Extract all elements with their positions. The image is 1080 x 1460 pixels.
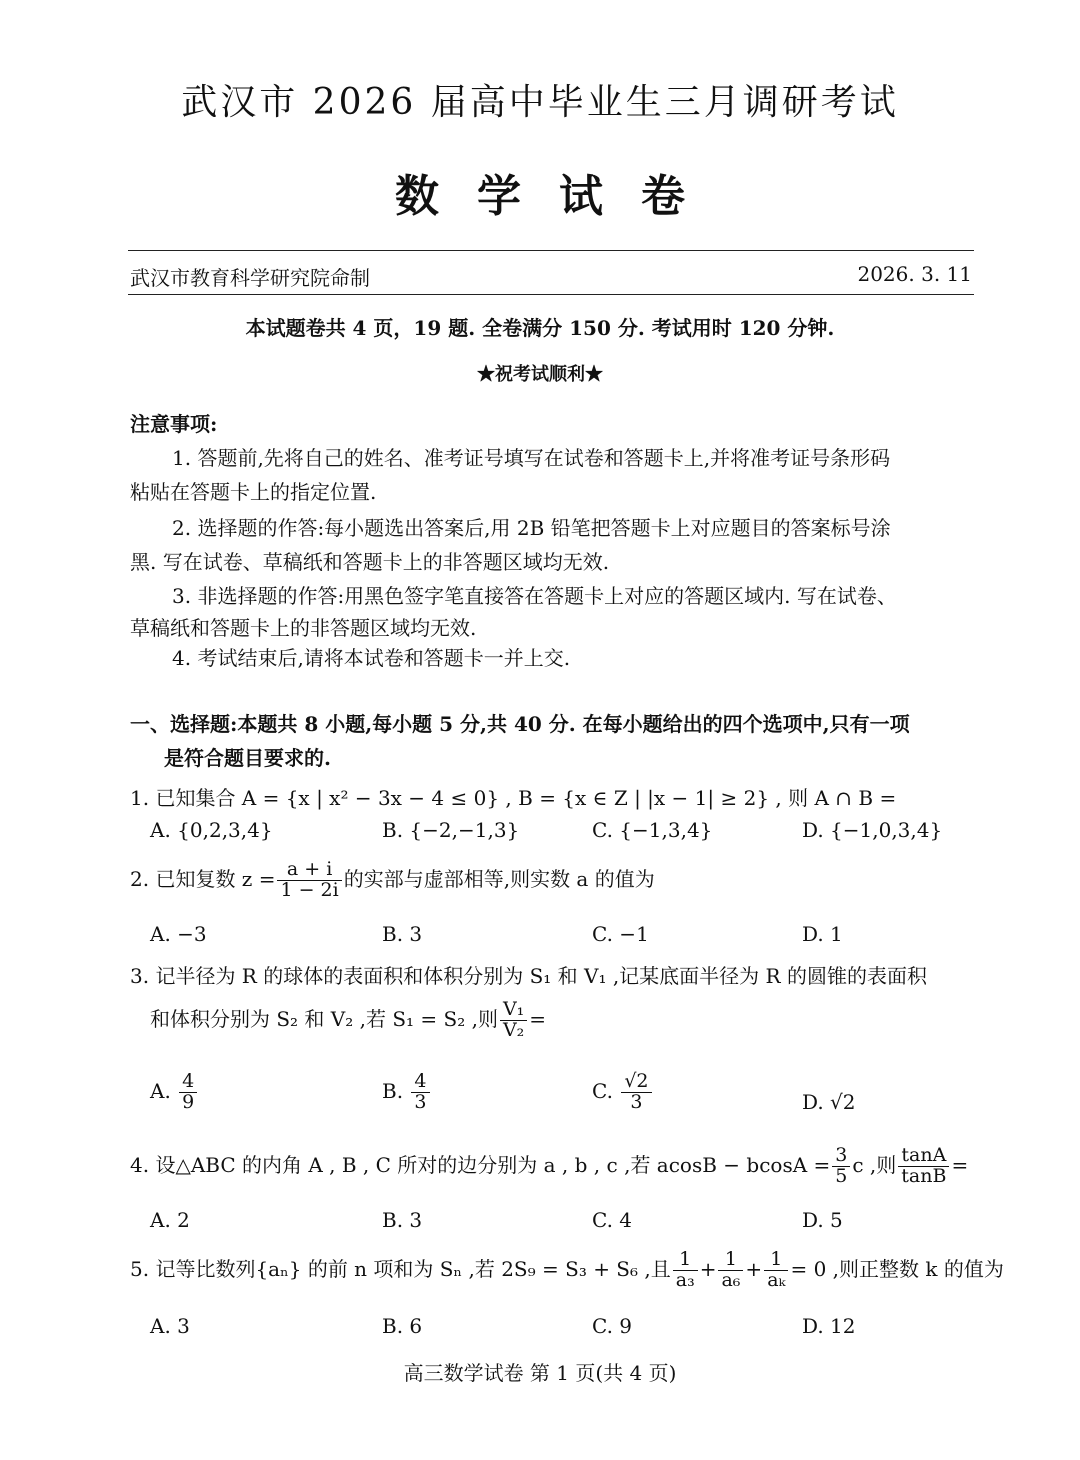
notes-heading: 注意事项: <box>130 412 218 436</box>
q3-stem-post: = <box>529 1006 547 1031</box>
q2-frac-num: a + i <box>277 860 341 881</box>
q5-option-c: C. 9 <box>592 1314 633 1338</box>
q1-option-b: B. {−2,−1,3} <box>382 818 520 842</box>
question-3-stem-line2 <box>150 1000 546 1041</box>
q5-f1-den: a₃ <box>675 1268 695 1291</box>
q2-option-c: C. −1 <box>592 922 649 946</box>
q5-option-a: A. 3 <box>150 1314 190 1338</box>
q5-stem-post: = 0 ,则正整数 k 的值为 <box>790 1256 1004 1281</box>
q1-option-d: D. {−1,0,3,4} <box>802 818 943 842</box>
q2-option-d: D. 1 <box>802 922 843 946</box>
q3-b-num: 4 <box>411 1072 429 1093</box>
q3-option-c-label: C. <box>592 1078 613 1103</box>
q3-option-d-value: √2 <box>830 1090 856 1114</box>
q4-option-d: D. 5 <box>802 1208 843 1232</box>
q4-option-b: B. 3 <box>382 1208 423 1232</box>
q2-option-b: B. 3 <box>382 922 423 946</box>
q3-option-a-frac <box>179 1072 197 1113</box>
q3-frac-den: V₂ <box>502 1018 525 1041</box>
q5-plus-2: + <box>745 1256 763 1281</box>
header-rule-top <box>128 250 974 251</box>
q5-fraction-1 <box>673 1250 698 1291</box>
section-heading: 一、选择题:本题共 8 小题,每小题 5 分,共 40 分. 在每小题给出的四个选项中,只有一项 <box>130 712 910 736</box>
good-luck-line: ★祝考试顺利★ <box>477 364 603 385</box>
q3-b-den: 3 <box>414 1090 427 1113</box>
q2-stem-pre: 2. 已知复数 z = <box>130 866 276 891</box>
q5-f2-num: 1 <box>718 1250 743 1271</box>
q4-option-c: C. 4 <box>592 1208 633 1232</box>
exam-title: 武汉市 2026 届高中毕业生三月调研考试 <box>181 82 899 123</box>
q5-option-b: B. 6 <box>382 1314 423 1338</box>
q4-stem-mid: c ,则 <box>852 1152 897 1177</box>
exam-date: 2026. 3. 11 <box>857 262 972 286</box>
q3-c-den: 3 <box>630 1090 643 1113</box>
q4-f2-num: tanA <box>898 1146 949 1167</box>
q3-option-a-label: A. <box>150 1078 171 1103</box>
q4-fraction-2 <box>898 1146 949 1187</box>
question-2-stem <box>130 860 655 901</box>
q5-fraction-3 <box>764 1250 788 1291</box>
q2-option-a: A. −3 <box>150 922 207 946</box>
q4-f2-den: tanB <box>901 1164 947 1187</box>
q5-f2-den: a₆ <box>721 1268 741 1291</box>
q3-option-c-frac <box>621 1072 651 1113</box>
q1-option-a: A. {0,2,3,4} <box>150 818 273 842</box>
page-footer: 高三数学试卷 第 1 页(共 4 页) <box>403 1361 677 1385</box>
q2-frac-den: 1 − 2i <box>280 878 339 901</box>
note-line: 粘贴在答题卡上的指定位置. <box>130 480 377 504</box>
question-3-stem-line1: 3. 记半径为 R 的球体的表面积和体积分别为 S₁ 和 V₁ ,记某底面半径为 R 的圆锥的表面积 <box>130 964 927 988</box>
q4-option-a: A. 2 <box>150 1208 190 1232</box>
q4-f1-den: 5 <box>835 1164 848 1187</box>
question-4-stem <box>130 1146 968 1187</box>
q3-fraction <box>500 1000 527 1041</box>
q5-stem-pre: 5. 记等比数列{aₙ} 的前 n 项和为 Sₙ ,若 2S₉ = S₃ + S₆ ,且 <box>130 1256 671 1281</box>
exam-info: 本试题卷共 4 页，19 题. 全卷满分 150 分. 考试用时 120 分钟. <box>245 316 835 340</box>
q3-a-num: 4 <box>179 1072 197 1093</box>
q5-f1-num: 1 <box>673 1250 698 1271</box>
note-line: 3. 非选择题的作答:用黑色签字笔直接答在答题卡上对应的答题区域内. 写在试卷、 <box>172 584 897 608</box>
issuer: 武汉市教育科学研究院命制 <box>130 266 370 290</box>
q3-c-num: √2 <box>621 1072 651 1093</box>
exam-subtitle: 数学试卷 <box>395 171 723 222</box>
q1-option-c: C. {−1,3,4} <box>592 818 713 842</box>
q2-fraction <box>277 860 341 901</box>
q5-f3-den: aₖ <box>767 1268 786 1291</box>
q5-f3-num: 1 <box>764 1250 788 1271</box>
header-rule-bottom <box>128 294 974 295</box>
note-line: 黑. 写在试卷、草稿纸和答题卡上的非答题区域均无效. <box>130 550 610 574</box>
note-line: 2. 选择题的作答:每小题选出答案后,用 2B 铅笔把答题卡上对应题目的答案标号涂 <box>172 516 891 540</box>
q3-a-den: 9 <box>182 1090 195 1113</box>
q3-option-c <box>592 1072 654 1113</box>
q4-stem-post: = <box>951 1152 969 1177</box>
q5-plus-1: + <box>699 1256 717 1281</box>
q2-stem-post: 的实部与虚部相等,则实数 a 的值为 <box>343 866 655 891</box>
q5-option-d: D. 12 <box>802 1314 856 1338</box>
q3-frac-num: V₁ <box>500 1000 527 1021</box>
question-5-stem <box>130 1250 1004 1291</box>
note-line: 4. 考试结束后,请将本试卷和答题卡一并上交. <box>172 646 571 670</box>
section-heading-cont: 是符合题目要求的. <box>164 746 331 770</box>
note-line: 草稿纸和答题卡上的非答题区域均无效. <box>130 616 477 640</box>
q3-option-d-label: D. <box>802 1090 824 1114</box>
q3-option-d <box>802 1090 856 1114</box>
q5-fraction-2 <box>718 1250 743 1291</box>
q3-option-b-label: B. <box>382 1078 404 1103</box>
q3-option-b-frac <box>411 1072 429 1113</box>
q3-stem-pre: 和体积分别为 S₂ 和 V₂ ,若 S₁ = S₂ ,则 <box>150 1006 498 1031</box>
q4-fraction-1 <box>832 1146 850 1187</box>
q3-option-b <box>382 1072 432 1113</box>
question-1-stem: 1. 已知集合 A = {x | x² − 3x − 4 ≤ 0} , B = {x ∈ Z | |x − 1| ≥ 2} , 则 A ∩ B = <box>130 786 897 810</box>
q4-f1-num: 3 <box>832 1146 850 1167</box>
q3-option-a <box>150 1072 199 1113</box>
q4-stem-pre: 4. 设△ABC 的内角 A , B , C 所对的边分别为 a , b , c ,若 acosB − bcosA = <box>130 1152 831 1177</box>
note-line: 1. 答题前,先将自己的姓名、准考证号填写在试卷和答题卡上,并将准考证号条形码 <box>172 446 891 470</box>
